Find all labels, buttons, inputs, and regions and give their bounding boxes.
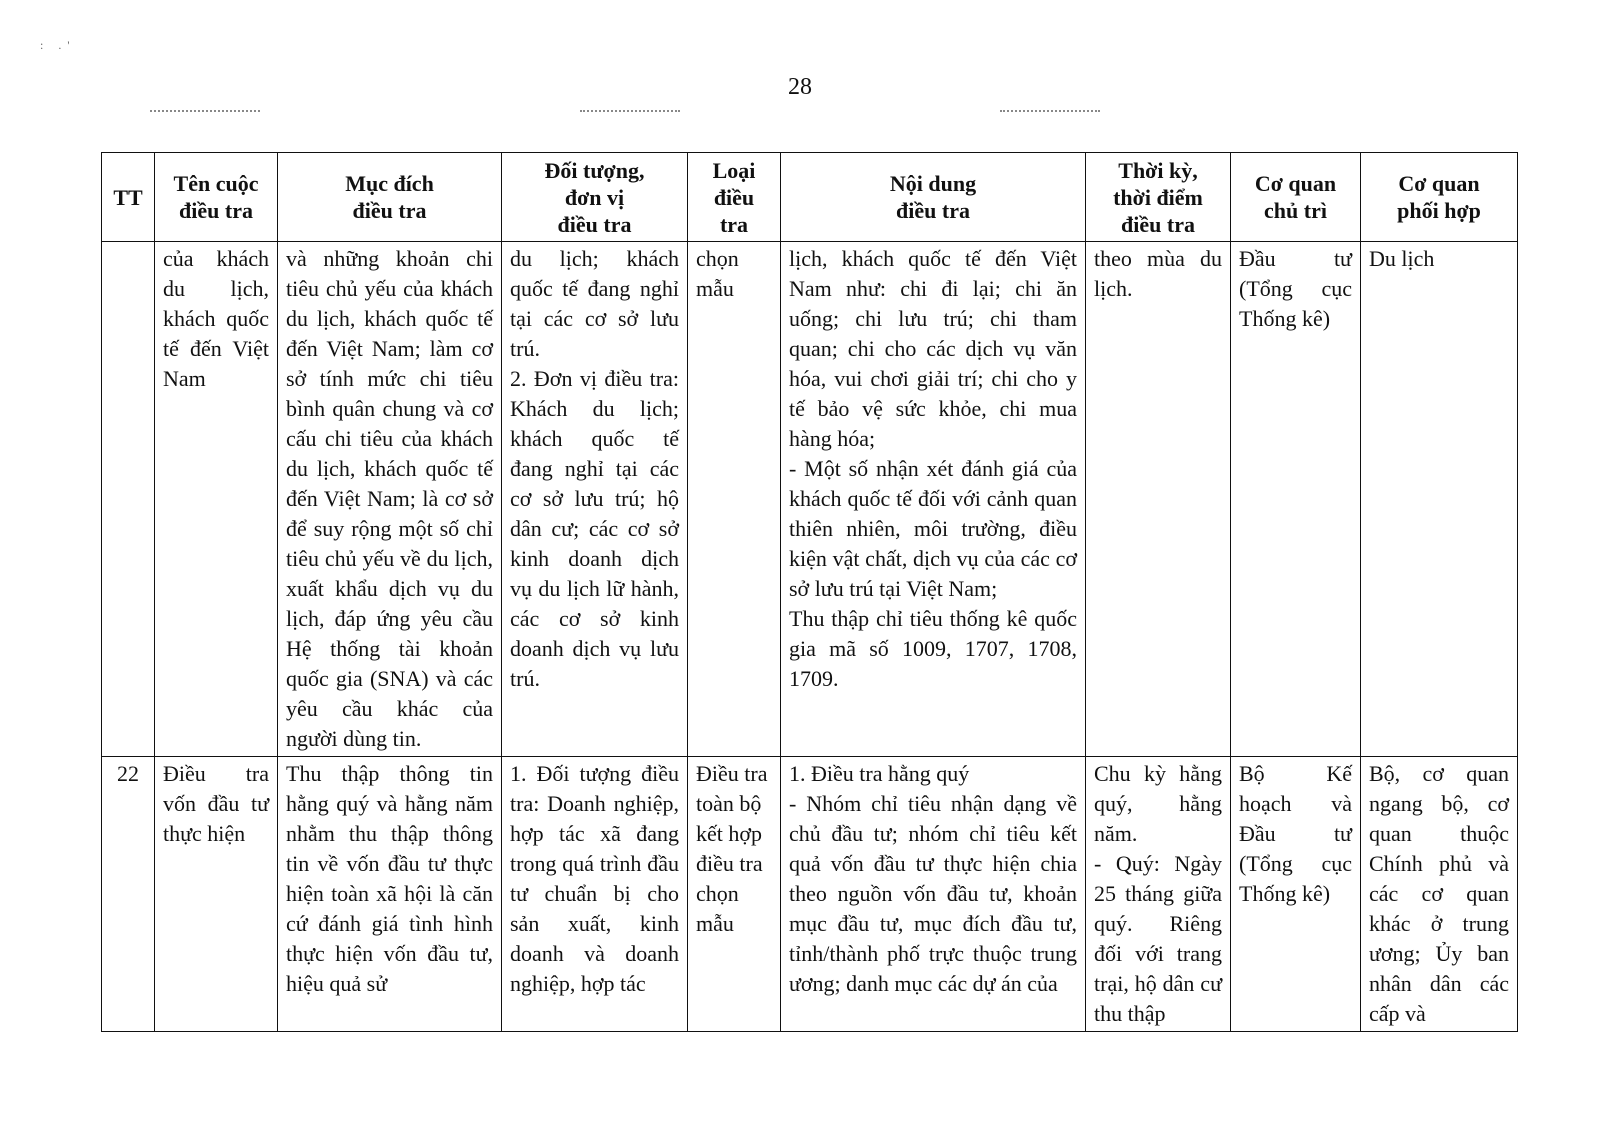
header-coordinating-agency: Cơ quan phối hợp [1361, 153, 1518, 242]
cell-lead-agency: Bộ Kế hoạch và Đầu tư (Tổng cục Thống kê) [1231, 757, 1361, 1032]
header-period: Thời kỳ, thời điểm điều tra [1086, 153, 1231, 242]
table-header-row [102, 153, 1518, 242]
table-row [102, 242, 1518, 757]
header-rule-right [1000, 110, 1100, 112]
cell-period: theo mùa du lịch. [1086, 242, 1231, 757]
cell-coordinating-agency: Du lịch [1361, 242, 1518, 757]
survey-table [101, 152, 1518, 1032]
cell-period: Chu kỳ hằng quý, hằng năm. - Quý: Ngày 25 tháng giữa quý. Riêng đối với trang trại, hộ dân cư thu thập [1086, 757, 1231, 1032]
cell-content: lịch, khách quốc tế đến Việt Nam như: chi đi lại; chi ăn uống; chi lưu trú; chi tham quan; chi cho các dịch vụ văn hóa, vui chơi giải trí; chi cho y tế bảo vệ sức khỏe, chi mua hàng hóa; - Một số nhận xét đánh giá của khách quốc tế đối với cảnh quan thiên nhiên, môi trường, điều kiện vật chất, dịch vụ của các cơ sở lưu trú tại Việt Nam; Thu thập chỉ tiêu thống kê quốc gia mã số 1009, 1707, 1708, 1709. [781, 242, 1086, 757]
cell-survey-name: Điều tra vốn đầu tư thực hiện [155, 757, 278, 1032]
header-subject-unit: Đối tượng, đơn vị điều tra [502, 153, 688, 242]
cell-purpose: và những khoản chi tiêu chủ yếu của khách du lịch, khách quốc tế đến Việt Nam; làm cơ sở tính mức chi tiêu bình quân chung và cơ cấu chi tiêu của khách du lịch, khách quốc tế đến Việt Nam; là cơ sở để suy rộng một số chỉ tiêu chủ yếu về du lịch, xuất khẩu dịch vụ du lịch, đáp ứng yêu cầu Hệ thống tài khoản quốc gia (SNA) và các yêu cầu khác của người dùng tin. [278, 242, 502, 757]
header-rule-left [150, 110, 260, 112]
cell-lead-agency: Đầu tư (Tổng cục Thống kê) [1231, 242, 1361, 757]
header-tt: TT [102, 153, 155, 242]
cell-subject-unit: du lịch; khách quốc tế đang nghỉ tại các cơ sở lưu trú. 2. Đơn vị điều tra: Khách du lịch; khách quốc tế đang nghỉ tại các cơ sở lưu trú; hộ dân cư; các cơ sở kinh doanh dịch vụ du lịch lữ hành, các cơ sở kinh doanh dịch vụ lưu trú. [502, 242, 688, 757]
header-rule-middle [580, 110, 680, 112]
cell-coordinating-agency: Bộ, cơ quan ngang bộ, cơ quan thuộc Chính phủ và các cơ quan khác ở trung ương; Ủy ban nhân dân các cấp và [1361, 757, 1518, 1032]
header-purpose: Mục đích điều tra [278, 153, 502, 242]
cell-survey-type: Điều tra toàn bộ kết hợp điều tra chọn mẫu [688, 757, 781, 1032]
cell-tt [102, 242, 155, 757]
cell-purpose: Thu thập thông tin hằng quý và hằng năm nhằm thu thập thông tin về vốn đầu tư thực hiện toàn xã hội là căn cứ đánh giá tình hình thực hiện vốn đầu tư, hiệu quả sử [278, 757, 502, 1032]
cell-survey-name: của khách du lịch, khách quốc tế đến Việt Nam [155, 242, 278, 757]
page-number: 28 [788, 74, 812, 100]
cell-subject-unit: 1. Đối tượng điều tra: Doanh nghiệp, hợp tác xã đang trong quá trình đầu tư chuẩn bị cho sản xuất, kinh doanh và doanh nghiệp, hợp tác [502, 757, 688, 1032]
header-survey-type: Loại điều tra [688, 153, 781, 242]
cell-tt: 22 [102, 757, 155, 1032]
header-content: Nội dung điều tra [781, 153, 1086, 242]
header-lead-agency: Cơ quan chủ trì [1231, 153, 1361, 242]
header-survey-name: Tên cuộc điều tra [155, 153, 278, 242]
scan-marks: : .' [40, 38, 76, 52]
cell-survey-type: chọn mẫu [688, 242, 781, 757]
table-row [102, 757, 1518, 1032]
cell-content: 1. Điều tra hằng quý - Nhóm chỉ tiêu nhận dạng về chủ đầu tư; nhóm chỉ tiêu kết quả vốn đầu tư thực hiện chia theo nguồn vốn đầu tư, khoản mục đầu tư, mục đích đầu tư, tỉnh/thành phố trực thuộc trung ương; danh mục các dự án của [781, 757, 1086, 1032]
